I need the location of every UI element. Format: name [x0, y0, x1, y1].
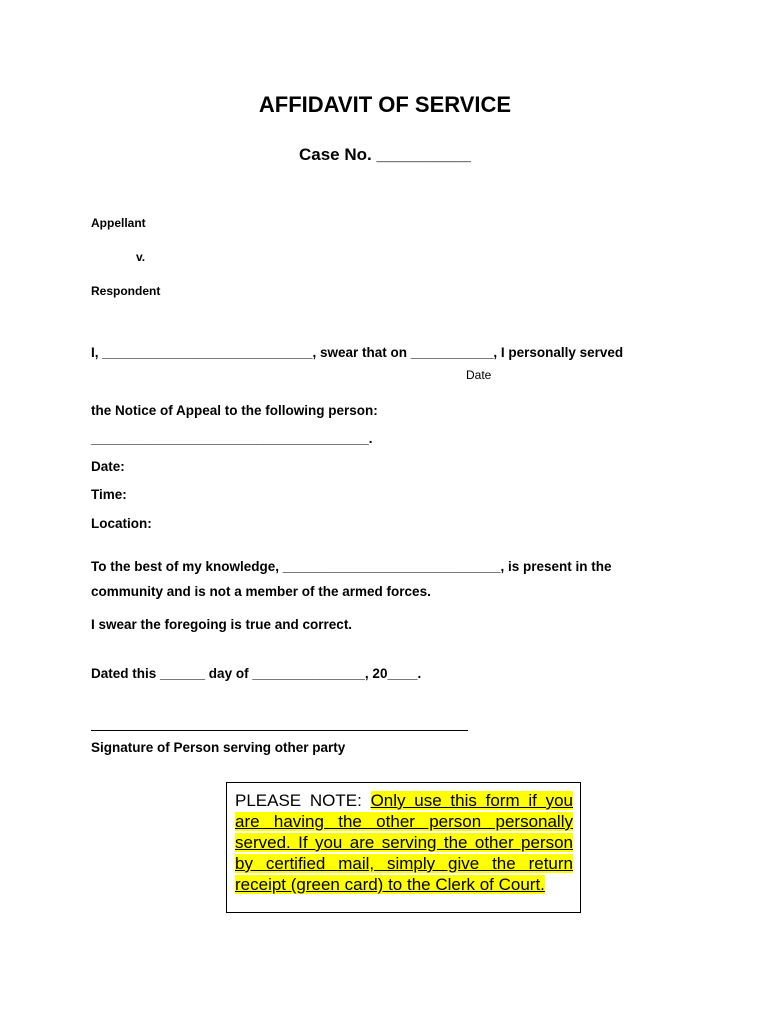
please-note-prefix: PLEASE NOTE:	[235, 791, 371, 810]
respondent-label: Respondent	[91, 284, 161, 298]
dated-line: Dated this ______ day of _______________, 20____.	[91, 666, 422, 681]
date-caption: Date	[466, 368, 492, 382]
case-number: Case No. __________	[298, 145, 472, 164]
signature-label: Signature of Person serving other party	[91, 740, 346, 755]
please-note-box	[226, 782, 581, 913]
signature-line[interactable]	[91, 730, 468, 731]
person-served-blank[interactable]: _____________________________________.	[91, 431, 373, 446]
notice-line: the Notice of Appeal to the following person:	[91, 403, 378, 418]
versus-label: v.	[136, 250, 146, 264]
appellant-label: Appellant	[91, 216, 146, 230]
service-date-label: Date:	[91, 459, 125, 474]
knowledge-statement-line2: community and is not a member of the armed forces.	[91, 584, 431, 599]
please-note-highlight: Only use this form if you are having the other person personally served. If you are serving the other person by certified mail, simply give the return receipt (green card) to the Clerk of Court.	[235, 791, 573, 894]
swear-statement: I, ____________________________, swear that on ___________, I personally served	[91, 345, 624, 360]
knowledge-statement-line1: To the best of my knowledge, _____________________________, is present in the	[91, 559, 612, 574]
service-time-label: Time:	[91, 487, 127, 502]
swear-true-statement: I swear the foregoing is true and correct.	[91, 617, 353, 632]
document-title: AFFIDAVIT OF SERVICE	[258, 92, 512, 117]
service-location-label: Location:	[91, 516, 152, 531]
please-note-text	[235, 790, 573, 895]
